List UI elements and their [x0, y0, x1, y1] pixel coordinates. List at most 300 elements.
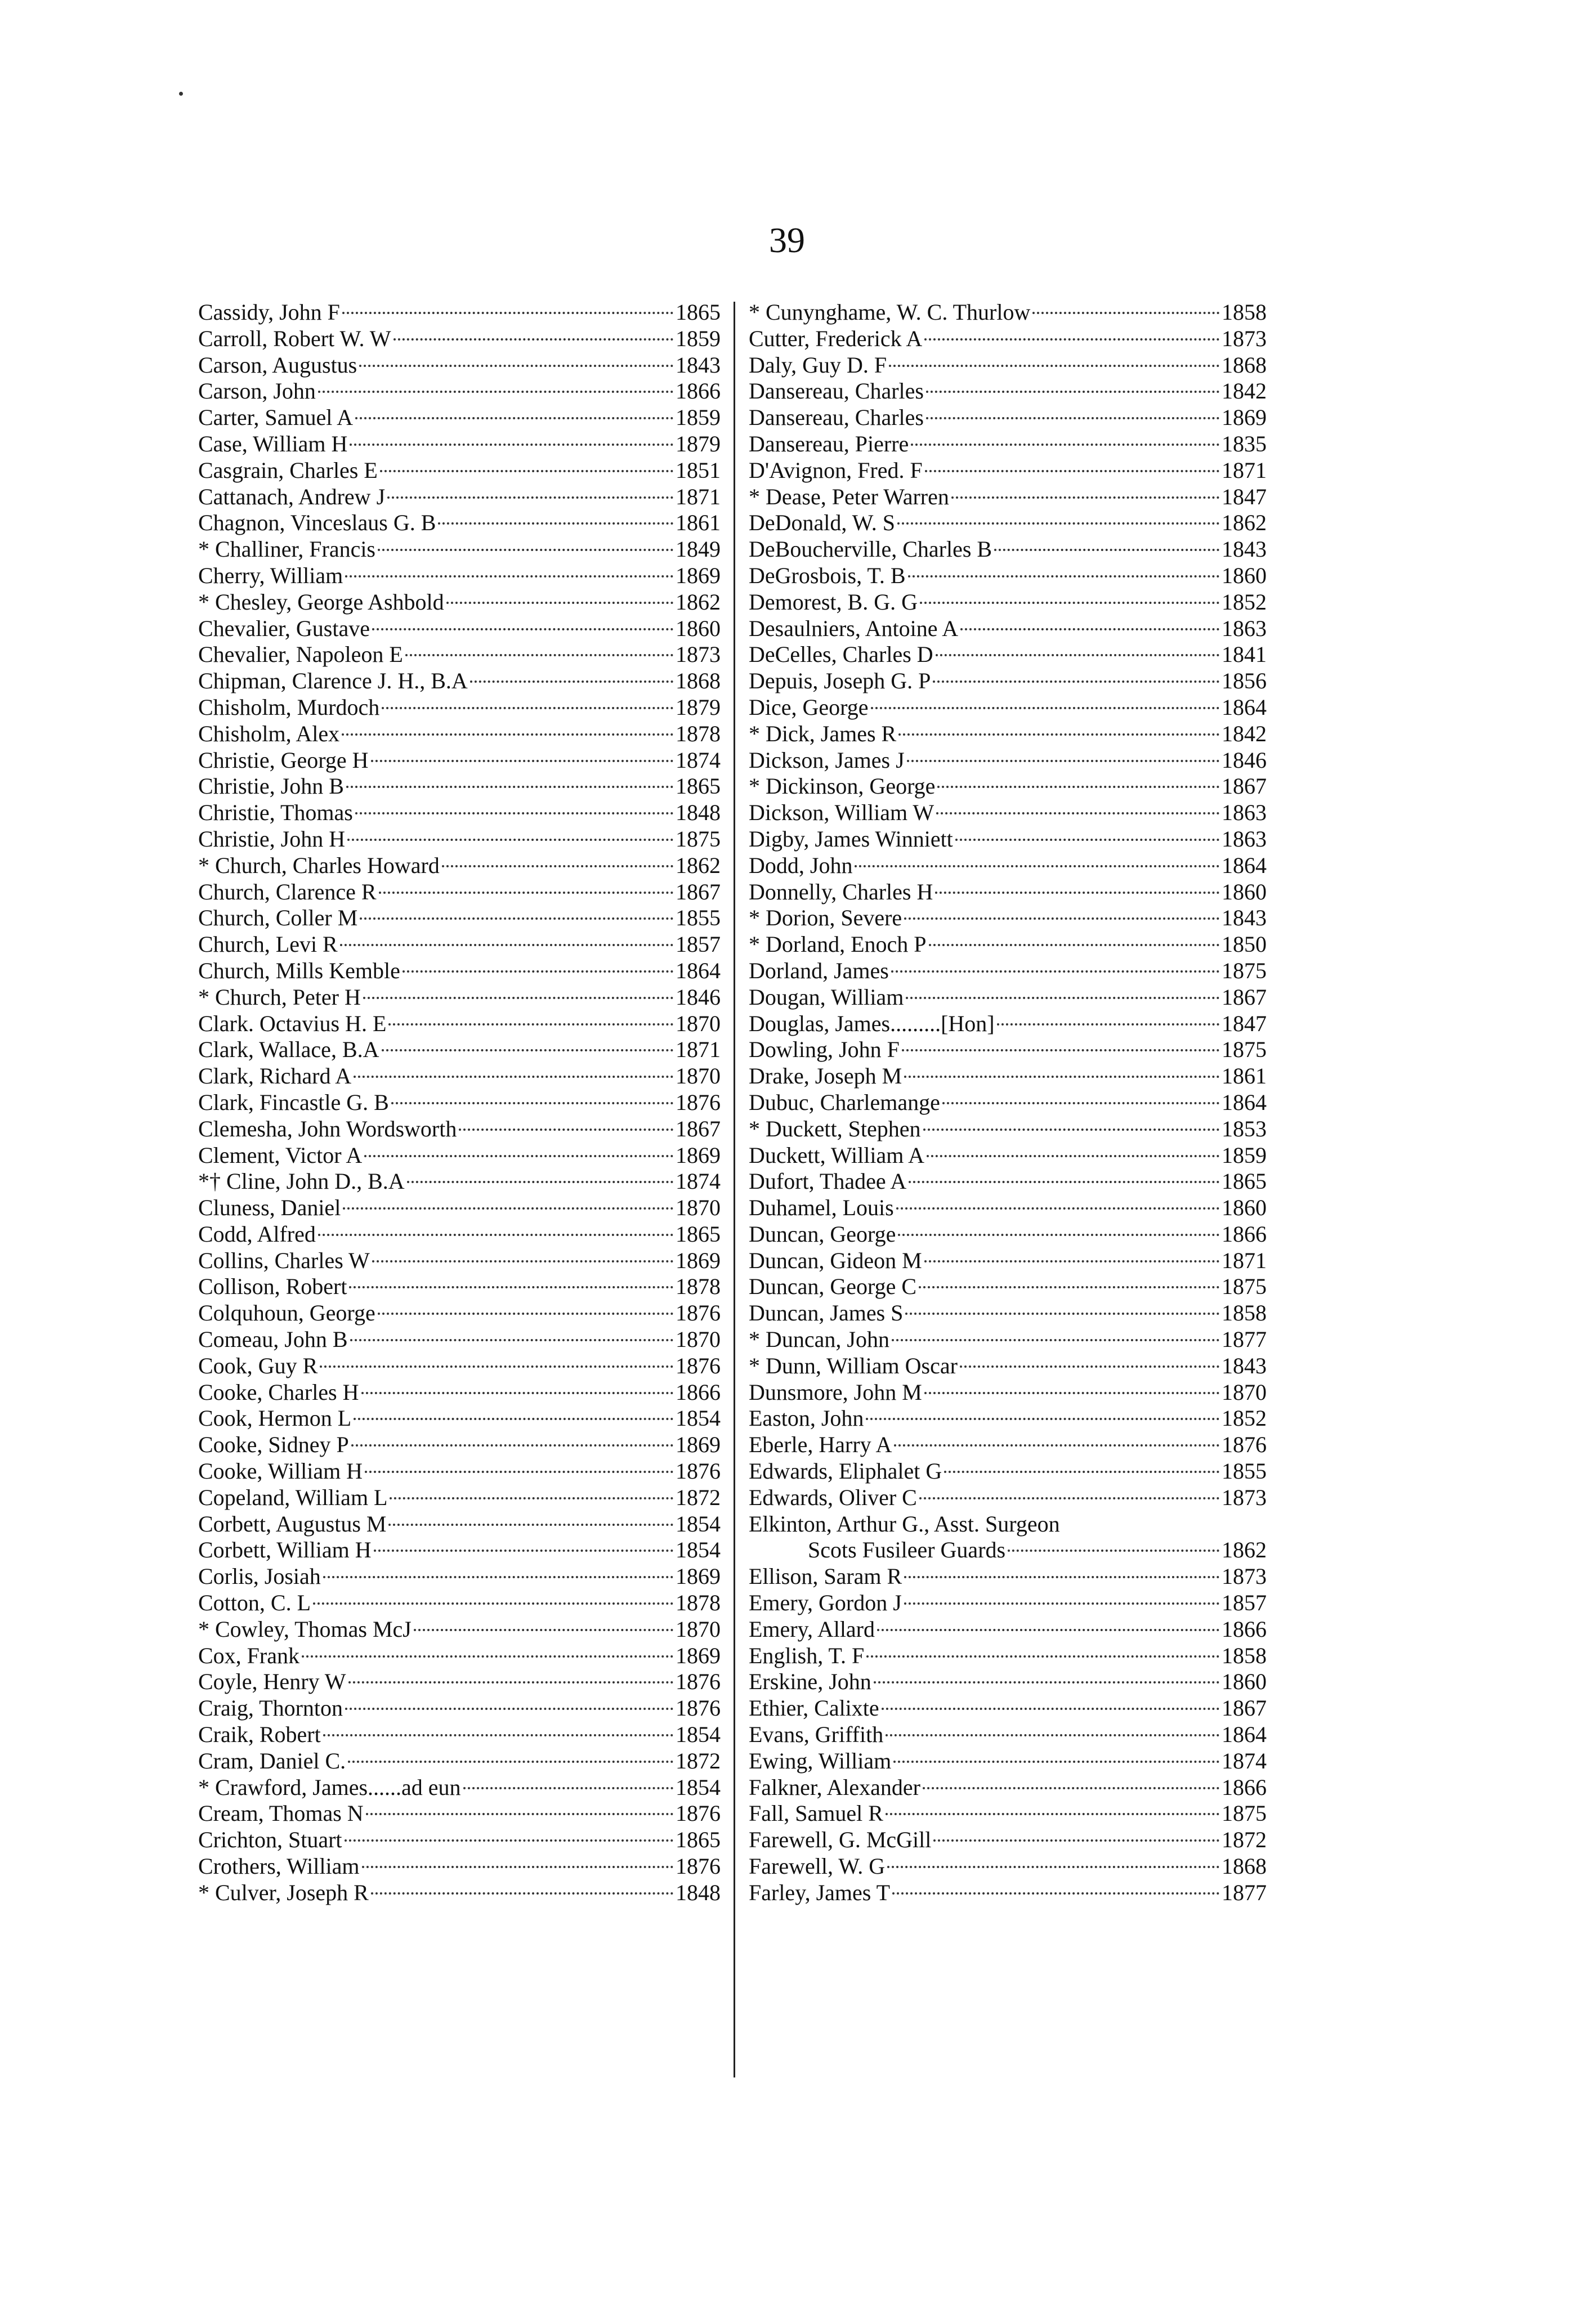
entry-name: Church, Coller M: [198, 905, 358, 931]
entry-year: 1865: [1222, 1168, 1267, 1194]
entry-name: * Dorland, Enoch P: [749, 932, 927, 957]
entry-year: 1862: [676, 852, 721, 878]
dot-leader: [378, 549, 673, 551]
entry-year: 1866: [1222, 1774, 1267, 1800]
dot-leader: [944, 1471, 1219, 1473]
list-item: [749, 1195, 1267, 1221]
dot-leader: [911, 444, 1219, 446]
dot-leader: [366, 1813, 673, 1815]
list-item: [198, 431, 721, 458]
list-item: [749, 905, 1267, 932]
entry-name: Dice, George: [749, 694, 869, 720]
list-item: [749, 616, 1267, 642]
entry-name: Clark, Fincastle G. B: [198, 1089, 389, 1115]
dot-leader: [891, 970, 1219, 973]
dot-leader: [866, 1418, 1219, 1420]
entry-year: 1869: [1222, 405, 1267, 431]
entry-name: Christie, John B: [198, 773, 344, 799]
entry-year: 1854: [676, 1511, 721, 1537]
entry-year: 1874: [1222, 1748, 1267, 1774]
entry-year: 1858: [1222, 1300, 1267, 1326]
dot-leader: [897, 522, 1219, 525]
entry-name: * Dickinson, George: [749, 773, 936, 799]
dot-leader: [346, 786, 673, 788]
dot-leader: [1032, 312, 1219, 314]
entry-year: 1872: [676, 1748, 721, 1774]
dot-leader: [361, 1392, 673, 1394]
entry-year: 1841: [1222, 642, 1267, 668]
entry-year: 1866: [1222, 1221, 1267, 1247]
dot-leader: [382, 1049, 673, 1051]
entry-year: 1869: [676, 1247, 721, 1273]
entry-year: 1843: [676, 352, 721, 378]
right-column-list: [749, 299, 1267, 1906]
entry-year: 1847: [1222, 1010, 1267, 1036]
entry-year: 1864: [676, 957, 721, 983]
list-item: [198, 1274, 721, 1300]
entry-name: Duncan, George C: [749, 1274, 917, 1300]
entry-year: 1861: [1222, 1063, 1267, 1089]
dot-leader: [355, 812, 673, 814]
entry-name: Ellison, Saram R: [749, 1564, 902, 1589]
entry-year: 1876: [676, 1458, 721, 1484]
entry-year: 1869: [676, 562, 721, 588]
entry-name: Emery, Allard: [749, 1616, 875, 1642]
entry-name: Carson, Augustus: [198, 352, 357, 378]
entry-name: * Church, Peter H: [198, 984, 361, 1010]
dot-leader: [442, 865, 673, 867]
entry-name: Edwards, Oliver C: [749, 1484, 917, 1510]
entry-name: Emery, Gordon J: [749, 1590, 902, 1616]
entry-year: 1855: [1222, 1458, 1267, 1484]
entry-year: 1850: [1222, 932, 1267, 957]
dot-leader: [350, 1339, 673, 1341]
list-item: [198, 616, 721, 642]
list-item: [749, 747, 1267, 774]
entry-year: 1865: [676, 1221, 721, 1247]
list-item: [749, 1537, 1267, 1564]
entry-name: Corbett, Augustus M: [198, 1511, 387, 1537]
entry-year: 1866: [676, 1379, 721, 1405]
list-item: [198, 1248, 721, 1274]
dot-leader: [1008, 1550, 1219, 1552]
list-item: [198, 1090, 721, 1116]
list-item: [198, 1221, 721, 1248]
dot-leader: [348, 1681, 673, 1683]
dot-leader: [354, 1076, 673, 1078]
entry-year: 1867: [676, 879, 721, 904]
entry-year: 1873: [1222, 325, 1267, 351]
entry-year: 1854: [676, 1537, 721, 1563]
list-item: [198, 826, 721, 853]
dot-leader: [345, 575, 673, 577]
dot-leader: [936, 654, 1219, 656]
entry-year: 1869: [676, 1642, 721, 1668]
entry-name: Evans, Griffith: [749, 1722, 884, 1748]
dot-leader: [902, 1049, 1219, 1051]
entry-name: Cooke, Sidney P: [198, 1432, 349, 1458]
entry-name: * Challiner, Francis: [198, 536, 375, 562]
entry-year: 1870: [676, 1616, 721, 1642]
dot-leader: [318, 1234, 673, 1236]
entry-name: Clark. Octavius H. E: [198, 1010, 387, 1036]
entry-name: Farley, James T: [749, 1879, 891, 1905]
dot-leader: [909, 1181, 1219, 1183]
list-item: [749, 1011, 1267, 1037]
dot-leader: [926, 391, 1219, 393]
entry-year: 1867: [1222, 1695, 1267, 1721]
entry-name: Dowling, John F: [749, 1037, 900, 1063]
entry-name: Corbett, William H: [198, 1537, 372, 1563]
entry-year: 1870: [676, 1195, 721, 1221]
dot-leader: [360, 917, 673, 920]
dot-leader: [414, 1629, 673, 1631]
dot-leader: [898, 733, 1219, 736]
entry-year: 1864: [1222, 1089, 1267, 1115]
list-item: [749, 1353, 1267, 1380]
entry-name: Dansereau, Pierre: [749, 431, 909, 456]
entry-name: Cattanach, Andrew J: [198, 483, 386, 509]
dot-leader: [323, 1576, 673, 1578]
entry-year: 1875: [676, 826, 721, 852]
list-item: [198, 1143, 721, 1169]
entry-name: DeDonald, W. S: [749, 510, 895, 536]
entry-year: 1855: [676, 905, 721, 931]
list-item: [198, 668, 721, 695]
list-item: [198, 1011, 721, 1037]
entry-name: Dunsmore, John M: [749, 1379, 922, 1405]
list-item: [749, 563, 1267, 589]
entry-name: Craik, Robert: [198, 1722, 321, 1748]
entry-name: Desaulniers, Antoine A: [749, 615, 959, 641]
list-item: [749, 958, 1267, 984]
list-item: [198, 458, 721, 484]
entry-name: Cutter, Frederick A: [749, 325, 923, 351]
list-item: [198, 589, 721, 616]
entry-year: 1869: [676, 1564, 721, 1589]
dot-leader: [388, 1023, 673, 1026]
entry-name: Corlis, Josiah: [198, 1564, 321, 1589]
list-item: [198, 1458, 721, 1485]
dot-leader: [926, 417, 1219, 419]
list-item: [198, 378, 721, 405]
dot-leader: [351, 1444, 673, 1447]
list-item: [198, 1616, 721, 1643]
entry-year: 1877: [1222, 1879, 1267, 1905]
entry-year: 1876: [1222, 1432, 1267, 1458]
entry-name: Carson, John: [198, 378, 316, 404]
dot-leader: [877, 1629, 1219, 1631]
dot-leader: [364, 1155, 673, 1157]
entry-year: 1860: [1222, 562, 1267, 588]
entry-name: Eberle, Harry A: [749, 1432, 892, 1458]
entry-year: 1843: [1222, 1353, 1267, 1378]
entry-name: Cherry, William: [198, 562, 343, 588]
list-item: [198, 1300, 721, 1327]
list-item: [198, 1037, 721, 1063]
dot-leader: [925, 470, 1219, 472]
dot-leader: [349, 1286, 673, 1288]
dot-leader: [359, 365, 673, 367]
list-item: [198, 1590, 721, 1616]
list-item: [749, 1143, 1267, 1169]
dot-leader: [355, 417, 673, 419]
entry-year: 1866: [676, 378, 721, 404]
entry-year: 1865: [676, 299, 721, 325]
list-item: [198, 1643, 721, 1669]
dot-leader: [382, 707, 673, 709]
entry-year: 1871: [676, 483, 721, 509]
list-item: [198, 958, 721, 984]
entry-year: 1835: [1222, 431, 1267, 456]
entry-name: Drake, Joseph M: [749, 1063, 902, 1089]
entry-name: *† Cline, John D., B.A: [198, 1168, 405, 1194]
entry-name: Cook, Hermon L: [198, 1405, 352, 1431]
entry-year: 1868: [1222, 1853, 1267, 1879]
entry-year: 1875: [1222, 1037, 1267, 1063]
entry-year: 1875: [1222, 1274, 1267, 1300]
entry-year: 1860: [1222, 1195, 1267, 1221]
dot-leader: [866, 1655, 1219, 1658]
entry-year: 1878: [676, 720, 721, 746]
entry-year: 1875: [1222, 957, 1267, 983]
entry-year: 1859: [676, 405, 721, 431]
list-item: [749, 773, 1267, 800]
entry-name: Clark, Wallace, B.A: [198, 1037, 379, 1063]
dot-leader: [354, 1418, 673, 1420]
list-item: [198, 773, 721, 800]
entry-year: 1876: [676, 1801, 721, 1826]
entry-name: Duhamel, Louis: [749, 1195, 894, 1221]
list-item: [198, 1485, 721, 1511]
list-item: [198, 1327, 721, 1353]
list-item: [749, 1669, 1267, 1695]
entry-year: 1849: [676, 536, 721, 562]
dot-leader: [871, 707, 1220, 709]
list-item: [198, 1405, 721, 1432]
entry-year: 1873: [676, 642, 721, 668]
list-item: [749, 1090, 1267, 1116]
list-item: [198, 1564, 721, 1590]
dot-leader: [919, 1497, 1219, 1499]
list-item: [198, 1537, 721, 1564]
entry-name: Elkinton, Arthur G., Asst. Surgeon: [749, 1511, 1060, 1537]
list-item: [749, 536, 1267, 563]
list-item: [198, 1748, 721, 1775]
list-item: [198, 563, 721, 589]
entry-year: 1873: [1222, 1564, 1267, 1589]
entry-name: Depuis, Joseph G. P: [749, 668, 931, 694]
entry-name: Clark, Richard A: [198, 1063, 352, 1089]
entry-name: * Church, Charles Howard: [198, 852, 440, 878]
dot-leader: [403, 970, 673, 973]
list-item: [749, 1063, 1267, 1090]
entry-name: Farewell, W. G: [749, 1853, 886, 1879]
entry-year: 1878: [676, 1274, 721, 1300]
dot-leader: [933, 1839, 1219, 1842]
list-item: [198, 1722, 721, 1748]
dot-leader: [887, 1866, 1219, 1868]
list-item: [198, 1695, 721, 1722]
entry-name: Farewell, G. McGill: [749, 1827, 932, 1853]
entry-name: Cooke, William H: [198, 1458, 363, 1484]
dot-leader: [378, 1313, 673, 1315]
entry-name: Dodd, John: [749, 852, 853, 878]
entry-year: 1867: [1222, 984, 1267, 1010]
list-item: [198, 1168, 721, 1195]
list-item: [198, 1195, 721, 1221]
list-item: [749, 1748, 1267, 1775]
dot-leader: [892, 1339, 1219, 1341]
entry-year: 1879: [676, 431, 721, 456]
entry-year: 1857: [1222, 1590, 1267, 1616]
entry-name: * Duckett, Stephen: [749, 1116, 921, 1141]
entry-name: Cluness, Daniel: [198, 1195, 341, 1221]
dot-leader: [904, 1076, 1219, 1078]
entry-year: 1876: [676, 1669, 721, 1695]
dot-leader: [390, 1497, 673, 1499]
entry-name: Ewing, William: [749, 1748, 892, 1774]
entry-name: Demorest, B. G. G: [749, 589, 918, 615]
list-item: [749, 984, 1267, 1011]
entry-name: * Cunynghame, W. C. Thurlow: [749, 299, 1031, 325]
entry-year: 1874: [676, 747, 721, 773]
entry-name: Chisholm, Murdoch: [198, 694, 380, 720]
list-item: [198, 536, 721, 563]
entry-year: 1852: [1222, 1405, 1267, 1431]
entry-year: 1863: [1222, 800, 1267, 826]
entry-name: Edwards, Eliphalet G: [749, 1458, 942, 1484]
entry-year: 1864: [1222, 694, 1267, 720]
entry-year: 1871: [676, 1037, 721, 1063]
entry-name: Codd, Alfred: [198, 1221, 316, 1247]
list-item: [198, 695, 721, 721]
list-item: [749, 1485, 1267, 1511]
dot-leader: [960, 628, 1219, 630]
list-item: [198, 905, 721, 932]
dot-leader: [313, 1602, 673, 1605]
entry-name: Dickson, William W: [749, 800, 934, 826]
entry-name: Duncan, George: [749, 1221, 896, 1247]
list-item: [749, 589, 1267, 616]
entry-name: DeGrosbois, T. B: [749, 562, 906, 588]
entry-name: Duncan, James S: [749, 1300, 904, 1326]
entry-name: Duncan, Gideon M: [749, 1247, 922, 1273]
entry-year: 1869: [676, 1432, 721, 1458]
dot-leader: [320, 1365, 673, 1368]
entry-year: 1862: [1222, 1537, 1267, 1563]
entry-name: Scots Fusileer Guards: [808, 1537, 1006, 1563]
list-item: [749, 1458, 1267, 1485]
list-item: [749, 1432, 1267, 1458]
entry-name: * Dorion, Severe: [749, 905, 902, 931]
dot-leader: [920, 602, 1219, 604]
dot-leader: [343, 1207, 673, 1210]
entry-name: Cotton, C. L: [198, 1590, 311, 1616]
entry-year: 1876: [676, 1300, 721, 1326]
entry-name: Ethier, Calixte: [749, 1695, 879, 1721]
dot-leader: [892, 1892, 1219, 1895]
entry-year: 1878: [676, 1590, 721, 1616]
list-item: [198, 1853, 721, 1880]
entry-year: 1854: [676, 1405, 721, 1431]
dot-leader: [363, 997, 673, 999]
dot-leader: [893, 1761, 1219, 1763]
entry-name: Digby, James Winniett: [749, 826, 953, 852]
list-item: [749, 1695, 1267, 1722]
dot-leader: [407, 1181, 673, 1183]
entry-name: English, T. F: [749, 1642, 865, 1668]
dot-leader: [470, 680, 673, 683]
dot-leader: [923, 1787, 1219, 1789]
entry-year: 1866: [1222, 1616, 1267, 1642]
entry-name: Dorland, James: [749, 957, 889, 983]
entry-name: Duckett, William A: [749, 1142, 925, 1168]
entry-name: Colquhoun, George: [198, 1300, 375, 1326]
entry-year: 1853: [1222, 1116, 1267, 1141]
entry-year: 1872: [676, 1484, 721, 1510]
dot-leader: [318, 391, 673, 393]
entry-year: 1870: [676, 1327, 721, 1353]
dot-leader: [459, 1129, 673, 1131]
entry-year: 1877: [1222, 1327, 1267, 1353]
entry-name: Cook, Guy R: [198, 1353, 318, 1378]
dot-leader: [994, 549, 1219, 551]
entry-name: Church, Levi R: [198, 932, 338, 957]
entry-name: Crichton, Stuart: [198, 1827, 342, 1853]
list-item: [198, 642, 721, 668]
dot-leader: [907, 760, 1219, 762]
dot-leader: [372, 628, 673, 630]
list-item: [749, 510, 1267, 536]
list-item: [198, 879, 721, 906]
list-item: [749, 1168, 1267, 1195]
entry-name: Comeau, John B: [198, 1327, 348, 1353]
dot-leader: [391, 1102, 673, 1104]
entry-name: Church, Mills Kemble: [198, 957, 400, 983]
dot-leader: [323, 1734, 673, 1736]
list-item: [749, 405, 1267, 431]
list-item: [749, 1775, 1267, 1801]
list-item: [749, 668, 1267, 695]
dot-leader: [923, 1129, 1220, 1131]
dot-leader: [908, 575, 1219, 577]
list-item: [749, 1327, 1267, 1353]
list-item: [749, 458, 1267, 484]
dot-leader: [438, 522, 673, 525]
list-item: [198, 1775, 721, 1801]
dot-leader: [924, 338, 1219, 341]
entry-name: Church, Clarence R: [198, 879, 377, 904]
entry-year: 1842: [1222, 720, 1267, 746]
entry-name: Coyle, Henry W: [198, 1669, 346, 1695]
dot-leader: [405, 654, 673, 656]
entry-name: Chisholm, Alex: [198, 720, 340, 746]
list-item: [749, 1511, 1267, 1538]
entry-name: Erskine, John: [749, 1669, 871, 1695]
dot-leader: [898, 1234, 1219, 1236]
entry-year: 1862: [676, 589, 721, 615]
entry-year: 1875: [1222, 1801, 1267, 1826]
entry-name: Dansereau, Charles: [749, 405, 924, 431]
entry-name: * Dunn, William Oscar: [749, 1353, 958, 1378]
list-item: [198, 1880, 721, 1906]
entry-name: Cream, Thomas N: [198, 1801, 364, 1826]
dot-leader: [379, 892, 673, 894]
entry-year: 1860: [1222, 879, 1267, 904]
dot-leader: [371, 1892, 673, 1895]
dot-leader: [394, 338, 673, 341]
